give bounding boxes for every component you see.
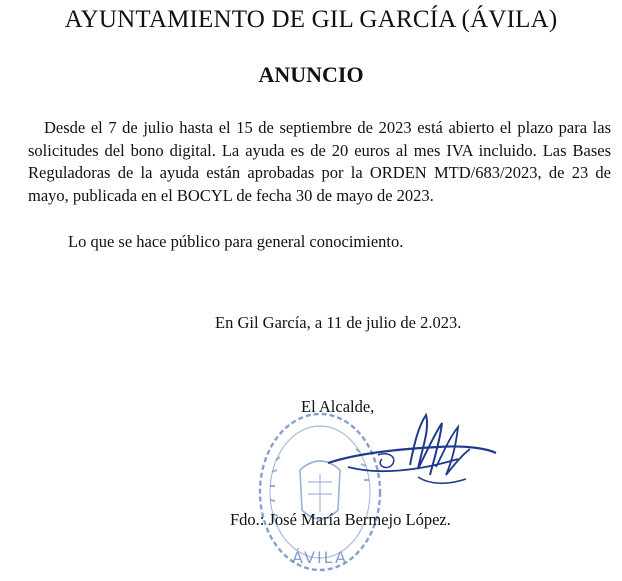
- signatory-line: Fdo.: José María Bermejo López.: [230, 510, 451, 529]
- announcement-body: Desde el 7 de julio hasta el 15 de septiembre de 2023 está abierto el plazo para las solicitudes del bono digital. La ayuda es de 20 euros al mes IVA incluido. Las Bases Reguladoras de la ayuda están aprobadas por la ORDEN MTD/683/2023, de 23 de mayo, publicada en el BOCYL de fecha 30 de mayo de 2023.: [28, 118, 611, 205]
- announcement-title: ANUNCIO: [258, 62, 364, 87]
- organization-heading: AYUNTAMIENTO DE GIL GARCÍA (ÁVILA): [64, 6, 558, 33]
- mayor-label: El Alcalde,: [301, 397, 375, 416]
- mayor-signature: [318, 405, 503, 495]
- public-notice-line: Lo que se hace público para general conocimiento.: [68, 232, 404, 251]
- seal-text: ÁVILA: [292, 548, 348, 567]
- place-date-line: En Gil García, a 11 de julio de 2.023.: [215, 313, 462, 332]
